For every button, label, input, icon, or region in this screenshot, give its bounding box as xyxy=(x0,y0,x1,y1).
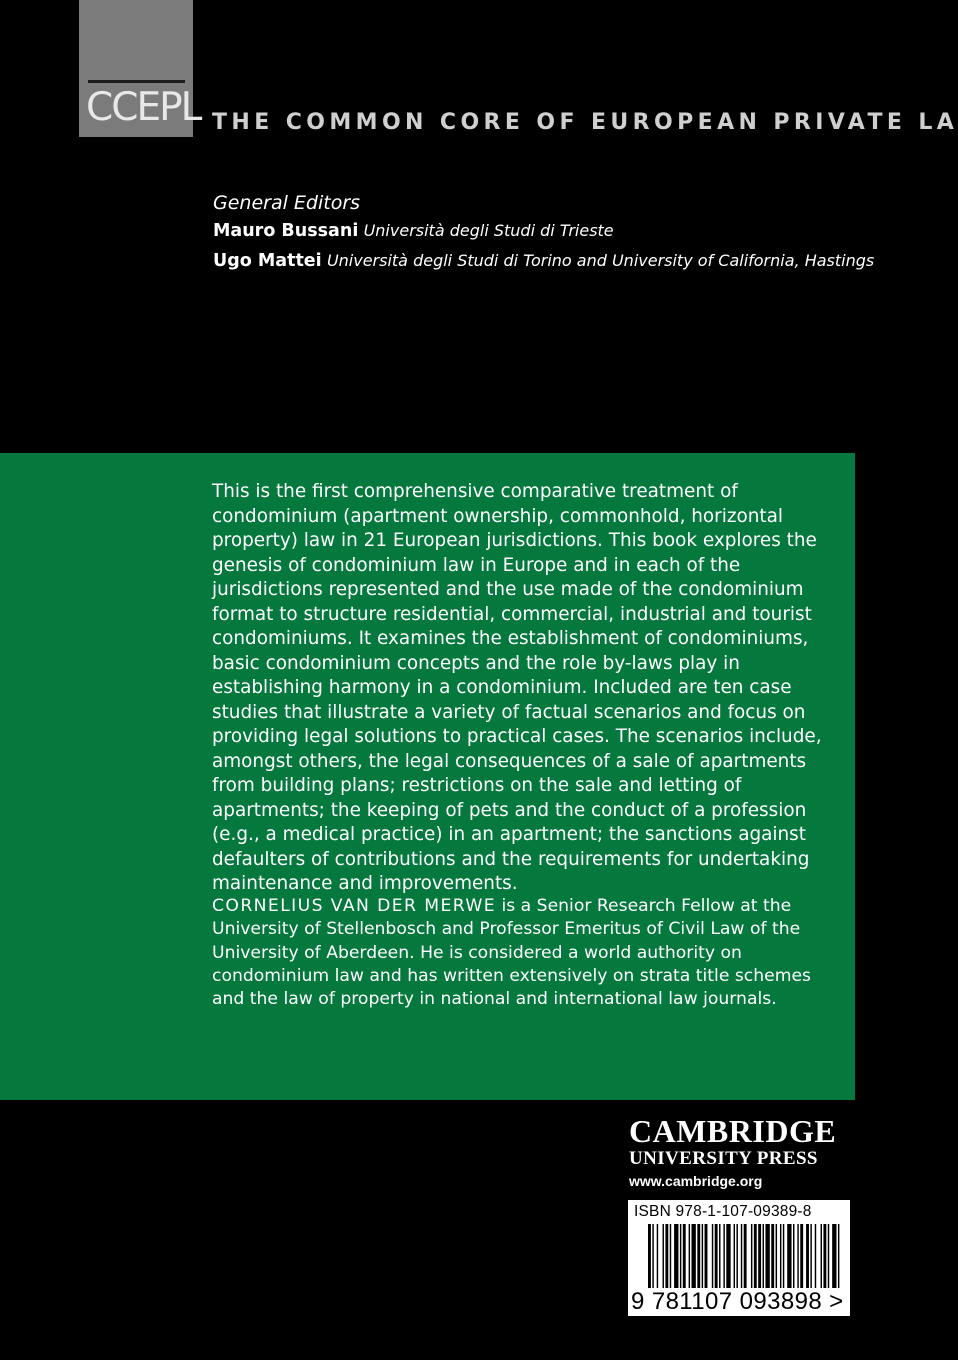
barcode-bar xyxy=(751,1224,752,1288)
barcode-bar xyxy=(683,1224,686,1288)
publisher-subtitle: UNIVERSITY PRESS xyxy=(629,1148,818,1169)
barcode-bar xyxy=(723,1224,724,1288)
barcode-bar xyxy=(657,1224,658,1288)
editor-row xyxy=(213,246,874,276)
barcode-bar xyxy=(754,1224,757,1288)
author-bio-text: is a Senior Research Fellow at the University of Stellenbosch and Professor Emeritus of Civil Law of the University of Aberdeen. He is considered a world authority on condominium law and has written extensively on strata title schemes and the law of property in national and international law journals. xyxy=(212,896,811,1010)
editor-name: Mauro Bussani xyxy=(213,221,359,241)
publisher-name: CAMBRIDGE xyxy=(629,1113,837,1149)
top-black-band xyxy=(0,0,958,453)
barcode-bar xyxy=(810,1224,811,1288)
barcode xyxy=(628,1200,850,1316)
barcode-bar xyxy=(705,1224,708,1288)
barcode-bar xyxy=(823,1224,826,1288)
barcode-bar xyxy=(806,1224,809,1288)
barcode-bar xyxy=(692,1224,696,1288)
barcode-bar xyxy=(758,1224,761,1288)
barcode-bar xyxy=(763,1224,764,1288)
barcode-bar xyxy=(741,1224,742,1288)
barcode-digits: 9 781107 093898 > xyxy=(631,1288,844,1315)
barcode-bar xyxy=(771,1224,774,1288)
editor-affiliation: Università degli Studi di Torino and University of California, Hastings xyxy=(326,251,875,270)
series-logo-text: CCEPL xyxy=(86,85,201,130)
book-description: This is the first comprehensive comparative treatment of condominium (apartment ownership, commonhold, horizontal property) law in 21 European jurisdictions. This book explores the genesis of condominium law in Europe and in each of the jurisdictions represented and the use made of the condominium format to structure residential, commercial, industrial and tourist condominiums. It examines the establishment of condominiums, basic condominium concepts and the role by-laws play in establishing harmony in a condominium. Included are ten case studies that illustrate a variety of factual scenarios and focus on providing legal solutions to practical cases. The scenarios include, amongst others, the legal consequences of a sale of apartments from building plans; restrictions on the sale and letting of apartments; the keeping of pets and the conduct of a profession (e.g., a medical practice) in an apartment; the sanctions against defaulters of contributions and the requirements for undertaking maintenance and improvements. xyxy=(212,481,822,894)
barcode-bar xyxy=(838,1224,839,1288)
barcode-bar xyxy=(652,1224,653,1288)
barcode-bar xyxy=(793,1224,794,1288)
general-editors xyxy=(213,190,874,276)
publisher-url: www.cambridge.org xyxy=(629,1173,763,1189)
editor-name: Ugo Mattei xyxy=(213,251,322,271)
barcode-bar xyxy=(712,1224,713,1288)
barcode-bar xyxy=(787,1224,791,1288)
barcode-bar xyxy=(783,1224,784,1288)
editor-affiliation: Università degli Studi di Trieste xyxy=(363,221,614,240)
barcode-bar xyxy=(780,1224,781,1288)
barcode-bar xyxy=(744,1224,747,1288)
barcode-bar xyxy=(680,1224,681,1288)
barcode-bar xyxy=(765,1224,769,1288)
barcode-bar xyxy=(734,1224,735,1288)
barcode-bar xyxy=(832,1224,836,1288)
barcode-bar xyxy=(648,1224,651,1288)
barcode-bar xyxy=(776,1224,777,1288)
barcode-bar xyxy=(674,1224,678,1288)
barcode-bar xyxy=(663,1224,664,1288)
barcode-bar xyxy=(665,1224,668,1288)
series-title: THE COMMON CORE OF EUROPEAN PRIVATE LA xyxy=(212,110,958,135)
barcode-bar xyxy=(726,1224,730,1288)
barcode-bar xyxy=(815,1224,816,1288)
barcode-bar xyxy=(670,1224,671,1288)
barcode-bar xyxy=(715,1224,718,1288)
isbn-label: ISBN 978-1-107-09389-8 xyxy=(634,1203,812,1220)
author-name: CORNELIUS VAN DER MERWE xyxy=(212,896,497,916)
barcode-bar xyxy=(797,1224,798,1288)
editors-heading: General Editors xyxy=(213,192,361,214)
barcode-bar xyxy=(828,1224,829,1288)
barcode-bar xyxy=(702,1224,703,1288)
publisher-logo xyxy=(629,1114,851,1192)
barcode-bar xyxy=(736,1224,737,1288)
barcode-bar xyxy=(689,1224,690,1288)
barcode-bar xyxy=(821,1224,822,1288)
logo-divider xyxy=(88,80,185,83)
barcode-bar xyxy=(800,1224,803,1288)
barcode-bar xyxy=(719,1224,720,1288)
editor-row xyxy=(213,216,874,246)
barcode-bar xyxy=(697,1224,700,1288)
author-bio xyxy=(212,895,842,1011)
